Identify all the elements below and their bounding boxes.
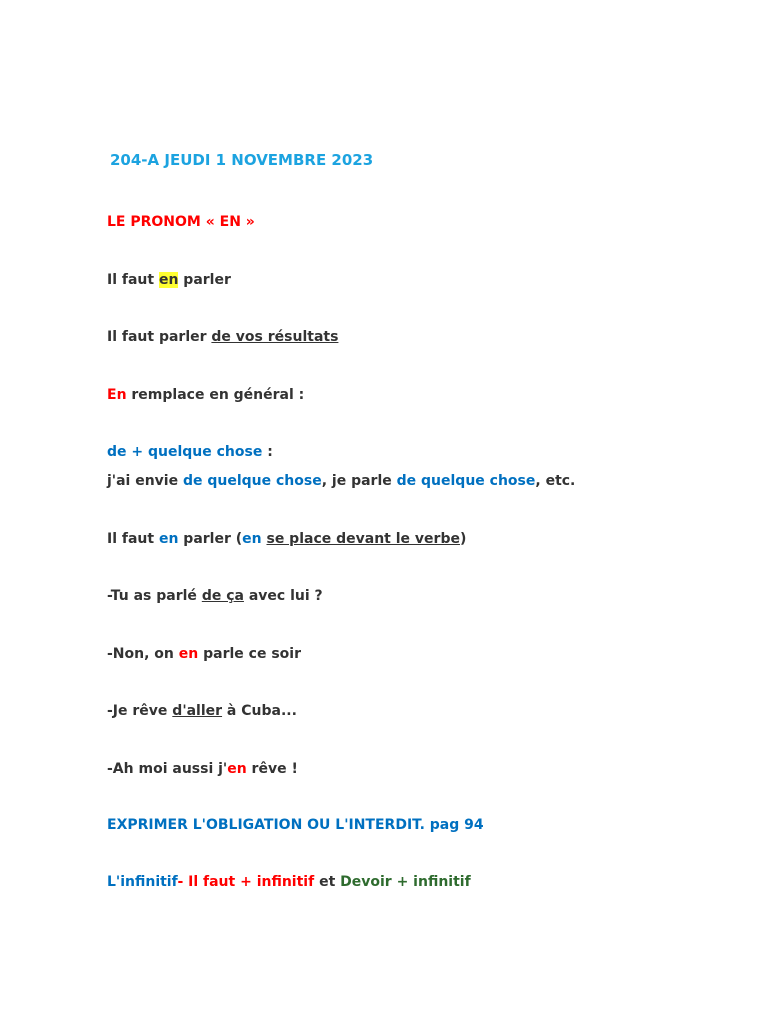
blue-segment: de quelque chose bbox=[182, 473, 322, 489]
text-segment: remplace en général : bbox=[126, 387, 305, 403]
text-segment: avec lui ? bbox=[243, 588, 323, 604]
blue-segment: en bbox=[242, 531, 262, 547]
example-line-2 bbox=[107, 327, 338, 347]
text-segment: parle ce soir bbox=[198, 646, 301, 662]
example-line-4 bbox=[107, 442, 273, 462]
text-segment: et bbox=[314, 874, 341, 890]
text-segment: parler bbox=[178, 272, 231, 288]
text-segment: : bbox=[262, 444, 273, 460]
underlined-segment: de ça bbox=[201, 588, 244, 604]
blue-segment: de quelque chose bbox=[396, 473, 536, 489]
red-segment: Il faut + infinitif bbox=[188, 874, 315, 890]
example-line-10 bbox=[107, 759, 298, 779]
text-segment: ) bbox=[459, 531, 467, 547]
text-segment: Il faut bbox=[107, 531, 159, 547]
example-line-7 bbox=[107, 586, 323, 606]
example-line-8 bbox=[107, 644, 301, 664]
red-en: en bbox=[227, 761, 247, 777]
text-segment: -Tu as parlé bbox=[107, 588, 202, 604]
blue-segment: en bbox=[158, 531, 179, 547]
text-segment: Il faut bbox=[107, 272, 159, 288]
text-segment: à Cuba... bbox=[222, 703, 297, 719]
text-segment: -Je rêve bbox=[107, 703, 173, 719]
text-segment: j'ai envie bbox=[107, 473, 183, 489]
red-en: En bbox=[107, 387, 127, 403]
example-line-11 bbox=[107, 872, 471, 892]
text-segment: parler ( bbox=[178, 531, 243, 547]
green-segment: Devoir + infinitif bbox=[340, 874, 471, 890]
example-line-3 bbox=[107, 385, 304, 405]
blue-segment: de + quelque chose bbox=[107, 444, 263, 460]
red-segment: - bbox=[177, 874, 189, 890]
section-title-pronom-en: LE PRONOM « EN » bbox=[107, 214, 255, 230]
red-en: en bbox=[178, 646, 199, 662]
text-segment: -Ah moi aussi j' bbox=[107, 761, 228, 777]
underlined-segment: de vos résultats bbox=[211, 329, 339, 345]
text-segment: , je parle bbox=[321, 473, 397, 489]
text-segment: Il faut parler bbox=[107, 329, 212, 345]
text-segment: -Non, on bbox=[107, 646, 179, 662]
example-line-6 bbox=[107, 529, 466, 549]
text-segment: , etc. bbox=[535, 473, 576, 489]
text-segment: rêve ! bbox=[246, 761, 298, 777]
underlined-segment: d'aller bbox=[172, 703, 223, 719]
section-title-obligation: EXPRIMER L'OBLIGATION OU L'INTERDIT. pag 94 bbox=[107, 817, 484, 833]
example-line-5 bbox=[107, 471, 575, 491]
date-heading: 204-A JEUDI 1 NOVEMBRE 2023 bbox=[110, 151, 374, 169]
underlined-segment: se place devant le verbe bbox=[266, 531, 460, 547]
example-line-1 bbox=[107, 270, 231, 290]
highlighted-en: en bbox=[158, 272, 179, 288]
blue-segment: L'infinitif bbox=[107, 874, 178, 890]
example-line-9 bbox=[107, 701, 297, 721]
